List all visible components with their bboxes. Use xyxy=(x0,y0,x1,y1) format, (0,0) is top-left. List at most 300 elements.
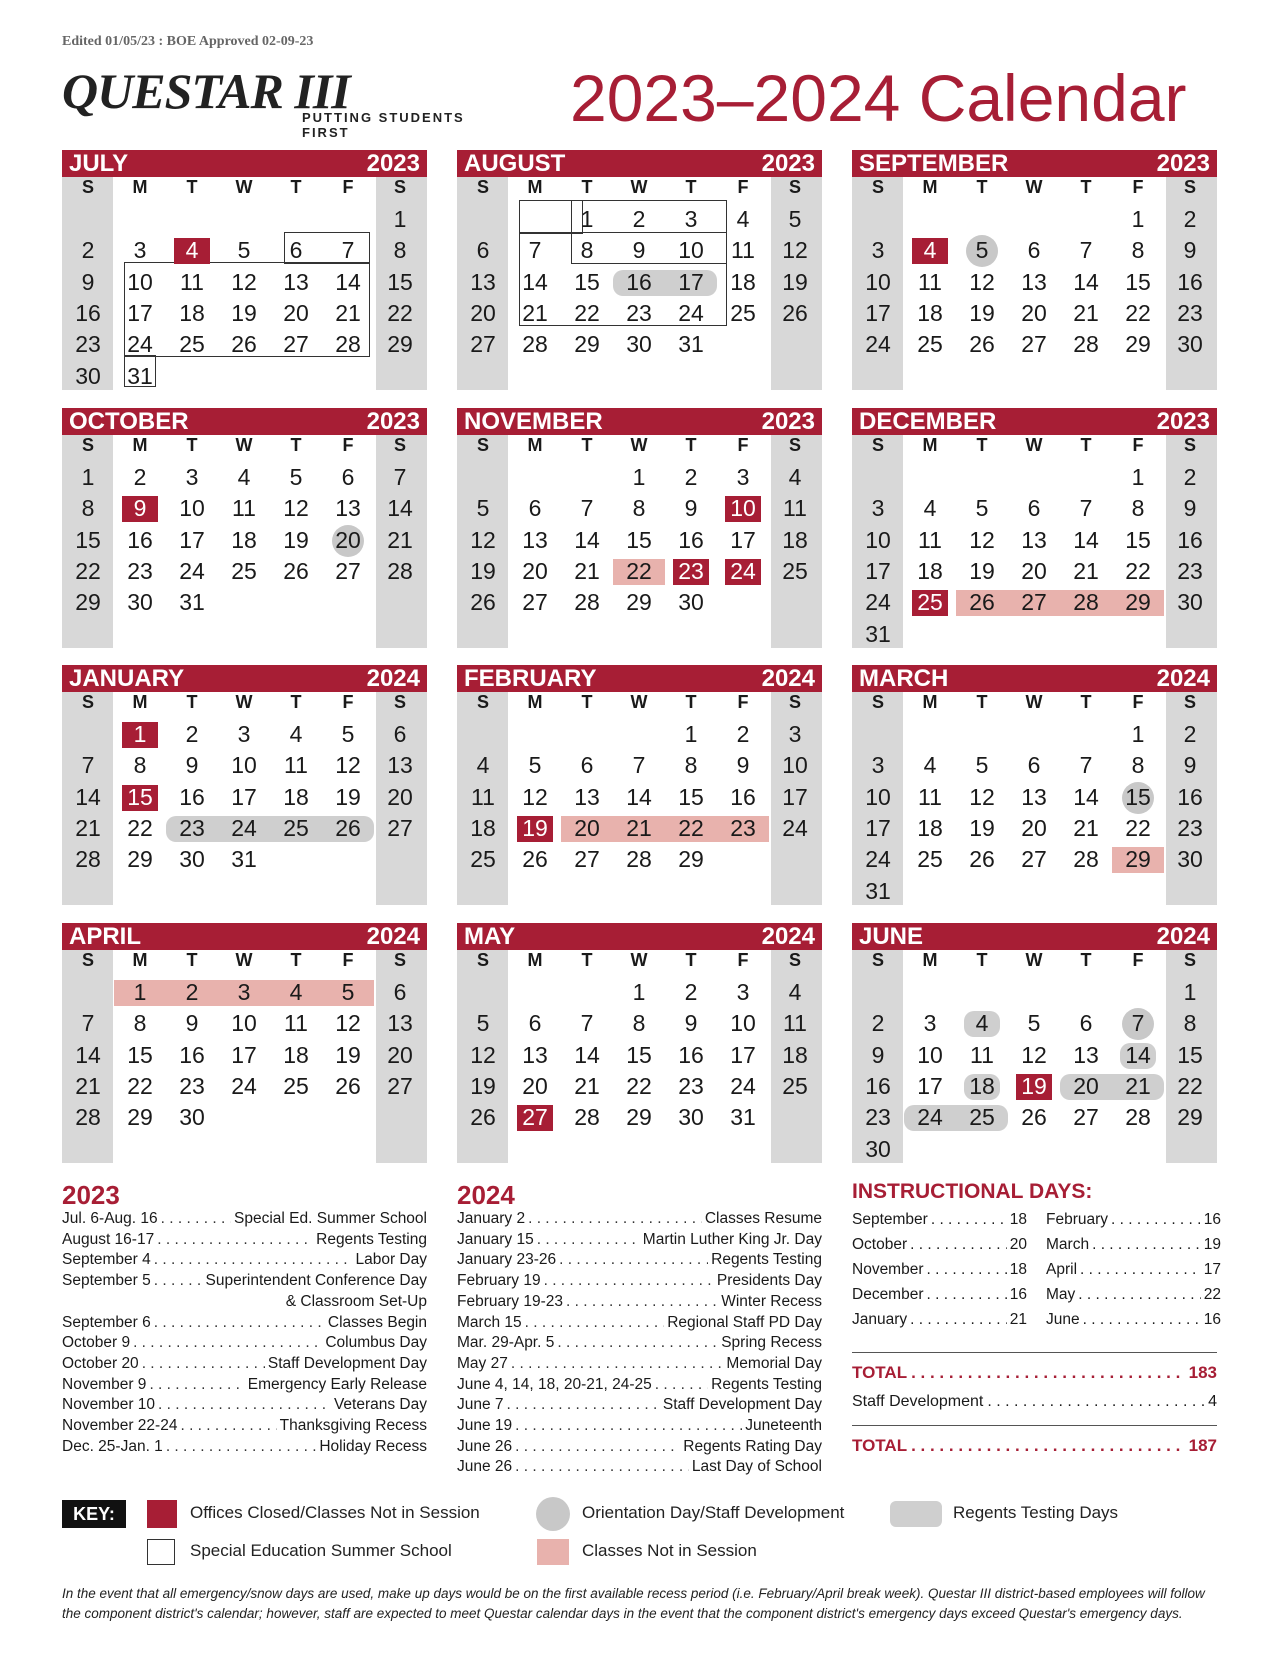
calendar-day[interactable]: 1 xyxy=(580,206,594,232)
calendar-day[interactable]: 9 xyxy=(1183,237,1197,264)
calendar-day[interactable]: 23 xyxy=(678,557,704,584)
calendar-day[interactable]: 3 xyxy=(736,464,750,490)
calendar-day[interactable]: 1 xyxy=(133,721,147,747)
calendar-day[interactable]: 6 xyxy=(528,1010,542,1037)
calendar-day[interactable]: 4 xyxy=(923,752,937,779)
calendar-day[interactable]: 3 xyxy=(736,979,750,1005)
calendar-day[interactable]: 10 xyxy=(917,1041,943,1068)
calendar-day[interactable]: 23 xyxy=(730,814,756,841)
calendar-day[interactable]: 19 xyxy=(1021,1072,1047,1099)
calendar-day[interactable]: 14 xyxy=(1073,783,1099,810)
calendar-day[interactable]: 23 xyxy=(626,299,652,326)
calendar-day[interactable]: 21 xyxy=(75,1072,101,1099)
calendar-day[interactable]: 25 xyxy=(917,331,943,358)
calendar-day[interactable]: 15 xyxy=(1125,526,1151,553)
calendar-day[interactable]: 2 xyxy=(684,979,698,1005)
calendar-day[interactable]: 29 xyxy=(1125,331,1151,358)
calendar-day[interactable]: 11 xyxy=(731,237,755,264)
calendar-day[interactable]: 30 xyxy=(127,589,153,616)
calendar-day[interactable]: 24 xyxy=(865,846,891,873)
calendar-day[interactable]: 10 xyxy=(231,1010,257,1037)
calendar-day[interactable]: 17 xyxy=(730,526,756,553)
calendar-day[interactable]: 30 xyxy=(179,846,205,873)
calendar-day[interactable]: 20 xyxy=(1021,557,1047,584)
calendar-day[interactable]: 5 xyxy=(476,495,490,522)
calendar-day[interactable]: 29 xyxy=(678,846,704,873)
calendar-day[interactable]: 4 xyxy=(476,752,490,779)
calendar-day[interactable]: 30 xyxy=(1177,331,1203,358)
calendar-day[interactable]: 13 xyxy=(470,268,496,295)
calendar-day[interactable]: 31 xyxy=(730,1104,756,1131)
calendar-day[interactable]: 27 xyxy=(1021,589,1047,616)
calendar-day[interactable]: 7 xyxy=(1079,752,1093,779)
calendar-day[interactable]: 27 xyxy=(1073,1104,1099,1131)
calendar-day[interactable]: 14 xyxy=(335,268,361,295)
calendar-day[interactable]: 2 xyxy=(1183,721,1197,747)
calendar-day[interactable]: 1 xyxy=(632,979,646,1005)
calendar-day[interactable]: 5 xyxy=(975,752,989,779)
calendar-day[interactable]: 24 xyxy=(231,1072,257,1099)
calendar-day[interactable]: 4 xyxy=(788,464,802,490)
calendar-day[interactable]: 23 xyxy=(678,1072,704,1099)
calendar-day[interactable]: 27 xyxy=(522,589,548,616)
calendar-day[interactable]: 3 xyxy=(871,237,885,264)
calendar-day[interactable]: 7 xyxy=(81,1010,95,1037)
calendar-day[interactable]: 9 xyxy=(185,752,199,779)
calendar-day[interactable]: 17 xyxy=(678,268,704,295)
calendar-day[interactable]: 27 xyxy=(387,1072,413,1099)
calendar-day[interactable]: 3 xyxy=(237,721,251,747)
calendar-day[interactable]: 29 xyxy=(387,331,413,358)
calendar-day[interactable]: 21 xyxy=(387,526,413,553)
calendar-day[interactable]: 24 xyxy=(231,814,257,841)
calendar-day[interactable]: 6 xyxy=(1027,237,1041,264)
calendar-day[interactable]: 28 xyxy=(1073,331,1099,358)
calendar-day[interactable]: 21 xyxy=(626,814,652,841)
calendar-day[interactable]: 10 xyxy=(865,526,891,553)
calendar-day[interactable]: 30 xyxy=(1177,589,1203,616)
calendar-day[interactable]: 11 xyxy=(284,752,308,779)
calendar-day[interactable]: 20 xyxy=(574,814,600,841)
calendar-day[interactable]: 20 xyxy=(1021,299,1047,326)
calendar-day[interactable]: 20 xyxy=(1021,814,1047,841)
calendar-day[interactable]: 26 xyxy=(1021,1104,1047,1131)
calendar-day[interactable]: 6 xyxy=(341,464,355,490)
calendar-day[interactable]: 8 xyxy=(1183,1010,1197,1037)
calendar-day[interactable]: 11 xyxy=(783,495,807,522)
calendar-day[interactable]: 18 xyxy=(782,1041,808,1068)
calendar-day[interactable]: 1 xyxy=(1183,979,1197,1005)
calendar-day[interactable]: 20 xyxy=(522,557,548,584)
calendar-day[interactable]: 26 xyxy=(969,331,995,358)
calendar-day[interactable]: 8 xyxy=(684,752,698,779)
calendar-day[interactable]: 3 xyxy=(788,721,802,747)
calendar-day[interactable]: 5 xyxy=(341,721,355,747)
calendar-day[interactable]: 17 xyxy=(865,814,891,841)
calendar-day[interactable]: 25 xyxy=(969,1104,995,1131)
calendar-day[interactable]: 8 xyxy=(1131,237,1145,264)
calendar-day[interactable]: 21 xyxy=(335,299,361,326)
calendar-day[interactable]: 11 xyxy=(970,1041,994,1068)
calendar-day[interactable]: 27 xyxy=(1021,846,1047,873)
calendar-day[interactable]: 11 xyxy=(471,783,495,810)
calendar-day[interactable]: 8 xyxy=(1131,752,1145,779)
calendar-day[interactable]: 3 xyxy=(923,1010,937,1037)
calendar-day[interactable]: 15 xyxy=(1125,783,1151,810)
calendar-day[interactable]: 19 xyxy=(335,1041,361,1068)
calendar-day[interactable]: 10 xyxy=(730,1010,756,1037)
calendar-day[interactable]: 16 xyxy=(678,526,704,553)
calendar-day[interactable]: 26 xyxy=(470,1104,496,1131)
calendar-day[interactable]: 16 xyxy=(1177,526,1203,553)
calendar-day[interactable]: 1 xyxy=(1131,721,1145,747)
calendar-day[interactable]: 24 xyxy=(127,331,153,358)
calendar-day[interactable]: 6 xyxy=(393,979,407,1005)
calendar-day[interactable]: 6 xyxy=(393,721,407,747)
calendar-day[interactable]: 13 xyxy=(1021,526,1047,553)
calendar-day[interactable]: 3 xyxy=(185,464,199,490)
calendar-day[interactable]: 12 xyxy=(1021,1041,1047,1068)
calendar-day[interactable]: 14 xyxy=(1125,1041,1151,1068)
calendar-day[interactable]: 8 xyxy=(632,1010,646,1037)
calendar-day[interactable]: 28 xyxy=(1073,589,1099,616)
calendar-day[interactable]: 27 xyxy=(335,557,361,584)
calendar-day[interactable]: 19 xyxy=(969,814,995,841)
calendar-day[interactable]: 19 xyxy=(782,268,808,295)
calendar-day[interactable]: 10 xyxy=(179,495,205,522)
calendar-day[interactable]: 24 xyxy=(782,814,808,841)
calendar-day[interactable]: 13 xyxy=(387,1010,413,1037)
calendar-day[interactable]: 11 xyxy=(918,783,942,810)
calendar-day[interactable]: 7 xyxy=(1079,495,1093,522)
calendar-day[interactable]: 25 xyxy=(179,331,205,358)
calendar-day[interactable]: 30 xyxy=(1177,846,1203,873)
calendar-day[interactable]: 9 xyxy=(1183,495,1197,522)
calendar-day[interactable]: 2 xyxy=(736,721,750,747)
calendar-day[interactable]: 25 xyxy=(730,299,756,326)
calendar-day[interactable]: 23 xyxy=(1177,299,1203,326)
calendar-day[interactable]: 23 xyxy=(75,331,101,358)
calendar-day[interactable]: 29 xyxy=(626,589,652,616)
calendar-day[interactable]: 13 xyxy=(283,268,309,295)
calendar-day[interactable]: 8 xyxy=(81,495,95,522)
calendar-day[interactable]: 8 xyxy=(580,237,594,264)
calendar-day[interactable]: 26 xyxy=(782,299,808,326)
calendar-day[interactable]: 12 xyxy=(969,268,995,295)
calendar-day[interactable]: 20 xyxy=(1073,1072,1099,1099)
calendar-day[interactable]: 24 xyxy=(678,299,704,326)
calendar-day[interactable]: 26 xyxy=(283,557,309,584)
calendar-day[interactable]: 1 xyxy=(133,979,147,1005)
calendar-day[interactable]: 30 xyxy=(75,362,101,389)
calendar-day[interactable]: 23 xyxy=(179,1072,205,1099)
calendar-day[interactable]: 19 xyxy=(335,783,361,810)
calendar-day[interactable]: 29 xyxy=(1125,846,1151,873)
calendar-day[interactable]: 30 xyxy=(678,1104,704,1131)
calendar-day[interactable]: 27 xyxy=(522,1104,548,1131)
calendar-day[interactable]: 3 xyxy=(871,752,885,779)
calendar-day[interactable]: 6 xyxy=(476,237,490,264)
calendar-day[interactable]: 4 xyxy=(923,237,937,264)
calendar-day[interactable]: 5 xyxy=(476,1010,490,1037)
calendar-day[interactable]: 22 xyxy=(1125,814,1151,841)
calendar-day[interactable]: 21 xyxy=(574,1072,600,1099)
calendar-day[interactable]: 18 xyxy=(917,557,943,584)
calendar-day[interactable]: 6 xyxy=(1027,495,1041,522)
calendar-day[interactable]: 5 xyxy=(289,464,303,490)
calendar-day[interactable]: 6 xyxy=(289,237,303,264)
calendar-day[interactable]: 20 xyxy=(522,1072,548,1099)
calendar-day[interactable]: 18 xyxy=(179,299,205,326)
calendar-day[interactable]: 15 xyxy=(127,783,153,810)
calendar-day[interactable]: 17 xyxy=(179,526,205,553)
calendar-day[interactable]: 3 xyxy=(237,979,251,1005)
calendar-day[interactable]: 5 xyxy=(1027,1010,1041,1037)
calendar-day[interactable]: 21 xyxy=(574,557,600,584)
calendar-day[interactable]: 10 xyxy=(782,752,808,779)
calendar-day[interactable]: 16 xyxy=(626,268,652,295)
calendar-day[interactable]: 2 xyxy=(185,721,199,747)
calendar-day[interactable]: 14 xyxy=(522,268,548,295)
calendar-day[interactable]: 18 xyxy=(283,1041,309,1068)
calendar-day[interactable]: 22 xyxy=(678,814,704,841)
calendar-day[interactable]: 14 xyxy=(387,495,413,522)
calendar-day[interactable]: 10 xyxy=(865,268,891,295)
calendar-day[interactable]: 30 xyxy=(865,1135,891,1162)
calendar-day[interactable]: 31 xyxy=(678,331,704,358)
calendar-day[interactable]: 8 xyxy=(632,495,646,522)
calendar-day[interactable]: 9 xyxy=(133,495,147,522)
calendar-day[interactable]: 15 xyxy=(1125,268,1151,295)
calendar-day[interactable]: 15 xyxy=(75,526,101,553)
calendar-day[interactable]: 26 xyxy=(969,846,995,873)
calendar-day[interactable]: 19 xyxy=(969,299,995,326)
calendar-day[interactable]: 7 xyxy=(393,464,407,490)
calendar-day[interactable]: 22 xyxy=(626,1072,652,1099)
calendar-day[interactable]: 6 xyxy=(1027,752,1041,779)
calendar-day[interactable]: 5 xyxy=(788,206,802,232)
calendar-day[interactable]: 18 xyxy=(470,814,496,841)
calendar-day[interactable]: 7 xyxy=(580,1010,594,1037)
calendar-day[interactable]: 18 xyxy=(283,783,309,810)
calendar-day[interactable]: 2 xyxy=(133,464,147,490)
calendar-day[interactable]: 20 xyxy=(387,1041,413,1068)
calendar-day[interactable]: 28 xyxy=(574,589,600,616)
calendar-day[interactable]: 17 xyxy=(865,299,891,326)
calendar-day[interactable]: 13 xyxy=(522,526,548,553)
calendar-day[interactable]: 4 xyxy=(736,206,750,232)
calendar-day[interactable]: 19 xyxy=(231,299,257,326)
calendar-day[interactable]: 24 xyxy=(917,1104,943,1131)
calendar-day[interactable]: 3 xyxy=(133,237,147,264)
calendar-day[interactable]: 23 xyxy=(127,557,153,584)
calendar-day[interactable]: 11 xyxy=(918,268,942,295)
calendar-day[interactable]: 28 xyxy=(387,557,413,584)
calendar-day[interactable]: 12 xyxy=(470,1041,496,1068)
calendar-day[interactable]: 4 xyxy=(923,495,937,522)
calendar-day[interactable]: 8 xyxy=(1131,495,1145,522)
calendar-day[interactable]: 29 xyxy=(1125,589,1151,616)
calendar-day[interactable]: 28 xyxy=(522,331,548,358)
calendar-day[interactable]: 27 xyxy=(283,331,309,358)
calendar-day[interactable]: 15 xyxy=(1177,1041,1203,1068)
calendar-day[interactable]: 17 xyxy=(231,1041,257,1068)
calendar-day[interactable]: 21 xyxy=(75,814,101,841)
calendar-day[interactable]: 13 xyxy=(387,752,413,779)
calendar-day[interactable]: 12 xyxy=(782,237,808,264)
calendar-day[interactable]: 20 xyxy=(335,526,361,553)
calendar-day[interactable]: 27 xyxy=(387,814,413,841)
calendar-day[interactable]: 11 xyxy=(232,495,256,522)
calendar-day[interactable]: 12 xyxy=(335,752,361,779)
calendar-day[interactable]: 7 xyxy=(632,752,646,779)
calendar-day[interactable]: 19 xyxy=(969,557,995,584)
calendar-day[interactable]: 11 xyxy=(284,1010,308,1037)
calendar-day[interactable]: 28 xyxy=(335,331,361,358)
calendar-day[interactable]: 28 xyxy=(1073,846,1099,873)
calendar-day[interactable]: 29 xyxy=(574,331,600,358)
calendar-day[interactable]: 25 xyxy=(782,557,808,584)
calendar-day[interactable]: 7 xyxy=(580,495,594,522)
calendar-day[interactable]: 20 xyxy=(283,299,309,326)
calendar-day[interactable]: 14 xyxy=(574,526,600,553)
calendar-day[interactable]: 25 xyxy=(231,557,257,584)
calendar-day[interactable]: 1 xyxy=(684,721,698,747)
calendar-day[interactable]: 24 xyxy=(730,1072,756,1099)
calendar-day[interactable]: 12 xyxy=(470,526,496,553)
calendar-day[interactable]: 10 xyxy=(231,752,257,779)
calendar-day[interactable]: 2 xyxy=(1183,464,1197,490)
calendar-day[interactable]: 4 xyxy=(788,979,802,1005)
calendar-day[interactable]: 12 xyxy=(335,1010,361,1037)
calendar-day[interactable]: 17 xyxy=(782,783,808,810)
calendar-day[interactable]: 22 xyxy=(574,299,600,326)
calendar-day[interactable]: 13 xyxy=(574,783,600,810)
calendar-day[interactable]: 31 xyxy=(865,877,891,904)
calendar-day[interactable]: 31 xyxy=(179,589,205,616)
calendar-day[interactable]: 16 xyxy=(865,1072,891,1099)
calendar-day[interactable]: 11 xyxy=(783,1010,807,1037)
calendar-day[interactable]: 7 xyxy=(81,752,95,779)
calendar-day[interactable]: 20 xyxy=(470,299,496,326)
calendar-day[interactable]: 1 xyxy=(632,464,646,490)
calendar-day[interactable]: 2 xyxy=(81,237,95,264)
calendar-day[interactable]: 6 xyxy=(580,752,594,779)
calendar-day[interactable]: 17 xyxy=(865,557,891,584)
calendar-day[interactable]: 5 xyxy=(528,752,542,779)
calendar-day[interactable]: 16 xyxy=(730,783,756,810)
calendar-day[interactable]: 29 xyxy=(1177,1104,1203,1131)
calendar-day[interactable]: 14 xyxy=(574,1041,600,1068)
calendar-day[interactable]: 4 xyxy=(237,464,251,490)
calendar-day[interactable]: 14 xyxy=(1073,268,1099,295)
calendar-day[interactable]: 9 xyxy=(871,1041,885,1068)
calendar-day[interactable]: 22 xyxy=(1125,557,1151,584)
calendar-day[interactable]: 21 xyxy=(1073,557,1099,584)
calendar-day[interactable]: 25 xyxy=(470,846,496,873)
calendar-day[interactable]: 6 xyxy=(1079,1010,1093,1037)
calendar-day[interactable]: 4 xyxy=(289,979,303,1005)
calendar-day[interactable]: 13 xyxy=(1021,783,1047,810)
calendar-day[interactable]: 2 xyxy=(871,1010,885,1037)
calendar-day[interactable]: 10 xyxy=(865,783,891,810)
calendar-day[interactable]: 12 xyxy=(231,268,257,295)
calendar-day[interactable]: 3 xyxy=(871,495,885,522)
calendar-day[interactable]: 11 xyxy=(180,268,204,295)
calendar-day[interactable]: 13 xyxy=(1073,1041,1099,1068)
calendar-day[interactable]: 13 xyxy=(1021,268,1047,295)
calendar-day[interactable]: 28 xyxy=(75,846,101,873)
calendar-day[interactable]: 4 xyxy=(185,237,199,264)
calendar-day[interactable]: 10 xyxy=(730,495,756,522)
calendar-day[interactable]: 6 xyxy=(528,495,542,522)
calendar-day[interactable]: 18 xyxy=(917,299,943,326)
calendar-day[interactable]: 15 xyxy=(626,1041,652,1068)
calendar-day[interactable]: 26 xyxy=(231,331,257,358)
calendar-day[interactable]: 17 xyxy=(231,783,257,810)
calendar-day[interactable]: 25 xyxy=(917,846,943,873)
calendar-day[interactable]: 29 xyxy=(127,846,153,873)
calendar-day[interactable]: 8 xyxy=(393,237,407,264)
calendar-day[interactable]: 22 xyxy=(75,557,101,584)
calendar-day[interactable]: 4 xyxy=(289,721,303,747)
calendar-day[interactable]: 25 xyxy=(283,814,309,841)
calendar-day[interactable]: 23 xyxy=(179,814,205,841)
calendar-day[interactable]: 28 xyxy=(574,1104,600,1131)
calendar-day[interactable]: 15 xyxy=(626,526,652,553)
calendar-day[interactable]: 18 xyxy=(917,814,943,841)
calendar-day[interactable]: 17 xyxy=(730,1041,756,1068)
calendar-day[interactable]: 16 xyxy=(127,526,153,553)
calendar-day[interactable]: 28 xyxy=(1125,1104,1151,1131)
calendar-day[interactable]: 19 xyxy=(283,526,309,553)
calendar-day[interactable]: 26 xyxy=(522,846,548,873)
calendar-day[interactable]: 14 xyxy=(1073,526,1099,553)
calendar-day[interactable]: 2 xyxy=(1183,206,1197,232)
calendar-day[interactable]: 13 xyxy=(335,495,361,522)
calendar-day[interactable]: 26 xyxy=(335,1072,361,1099)
calendar-day[interactable]: 25 xyxy=(917,589,943,616)
calendar-day[interactable]: 15 xyxy=(387,268,413,295)
calendar-day[interactable]: 14 xyxy=(75,1041,101,1068)
calendar-day[interactable]: 30 xyxy=(179,1104,205,1131)
calendar-day[interactable]: 16 xyxy=(75,299,101,326)
calendar-day[interactable]: 23 xyxy=(1177,814,1203,841)
calendar-day[interactable]: 18 xyxy=(730,268,756,295)
calendar-day[interactable]: 22 xyxy=(127,814,153,841)
calendar-day[interactable]: 5 xyxy=(975,495,989,522)
calendar-day[interactable]: 24 xyxy=(730,557,756,584)
calendar-day[interactable]: 31 xyxy=(231,846,257,873)
calendar-day[interactable]: 28 xyxy=(75,1104,101,1131)
calendar-day[interactable]: 18 xyxy=(782,526,808,553)
calendar-day[interactable]: 12 xyxy=(283,495,309,522)
calendar-day[interactable]: 29 xyxy=(75,589,101,616)
calendar-day[interactable]: 9 xyxy=(185,1010,199,1037)
calendar-day[interactable]: 15 xyxy=(678,783,704,810)
calendar-day[interactable]: 10 xyxy=(678,237,704,264)
calendar-day[interactable]: 26 xyxy=(470,589,496,616)
calendar-day[interactable]: 27 xyxy=(1021,331,1047,358)
calendar-day[interactable]: 12 xyxy=(969,526,995,553)
calendar-day[interactable]: 2 xyxy=(632,206,646,232)
calendar-day[interactable]: 16 xyxy=(179,1041,205,1068)
calendar-day[interactable]: 27 xyxy=(470,331,496,358)
calendar-day[interactable]: 17 xyxy=(917,1072,943,1099)
calendar-day[interactable]: 13 xyxy=(522,1041,548,1068)
calendar-day[interactable]: 2 xyxy=(185,979,199,1005)
calendar-day[interactable]: 26 xyxy=(335,814,361,841)
